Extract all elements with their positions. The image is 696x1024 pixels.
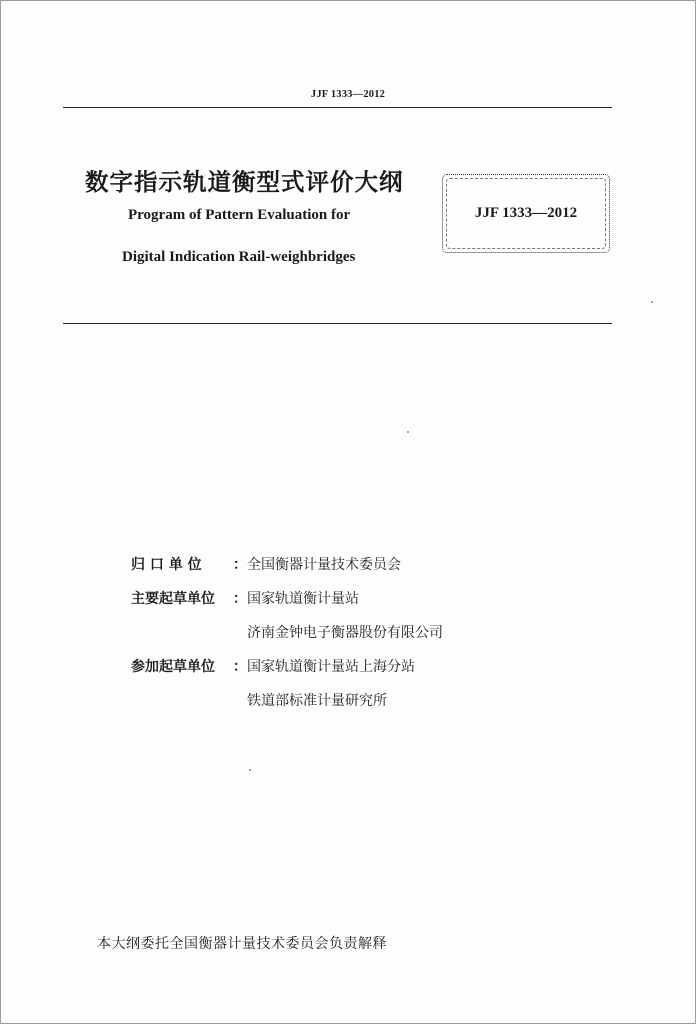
standard-code-box-text: JJF 1333—2012 [474, 205, 578, 221]
info-colon: ： [233, 659, 247, 675]
info-row-participating-unit-2 [131, 690, 443, 724]
info-label: 归 口 单 位 [131, 557, 202, 573]
info-value: 铁道部标准计量研究所 [247, 693, 387, 709]
info-label: 参加起草单位 [131, 659, 215, 675]
header-standard-code: JJF 1333—2012 [310, 89, 386, 100]
scan-speck [651, 301, 653, 303]
title-english-line-2: Digital Indication Rail-weighbridges [122, 249, 356, 265]
scan-speck [407, 431, 409, 433]
info-row-responsible-unit [131, 554, 443, 588]
drafting-units-block [131, 554, 443, 724]
standard-code-box [442, 174, 610, 253]
header-rule [63, 107, 612, 108]
info-colon: ： [233, 557, 247, 573]
info-value: 全国衡器计量技术委员会 [247, 557, 401, 573]
info-row-participating-unit [131, 656, 443, 690]
info-value: 国家轨道衡计量站上海分站 [247, 659, 415, 675]
info-label: 主要起草单位 [131, 591, 215, 607]
info-row-main-drafting-unit [131, 588, 443, 622]
info-row-main-drafting-unit-2 [131, 622, 443, 656]
title-section-rule [63, 323, 612, 324]
info-value: 国家轨道衡计量站 [247, 591, 359, 607]
title-chinese: 数字指示轨道衡型式评价大纲 [85, 168, 404, 196]
info-value: 济南金钟电子衡器股份有限公司 [247, 625, 443, 641]
title-english-line-1: Program of Pattern Evaluation for [128, 207, 351, 223]
interpretation-note: 本大纲委托全国衡器计量技术委员会负责解释 [97, 936, 387, 952]
scan-speck [249, 769, 251, 771]
info-colon: ： [233, 591, 247, 607]
